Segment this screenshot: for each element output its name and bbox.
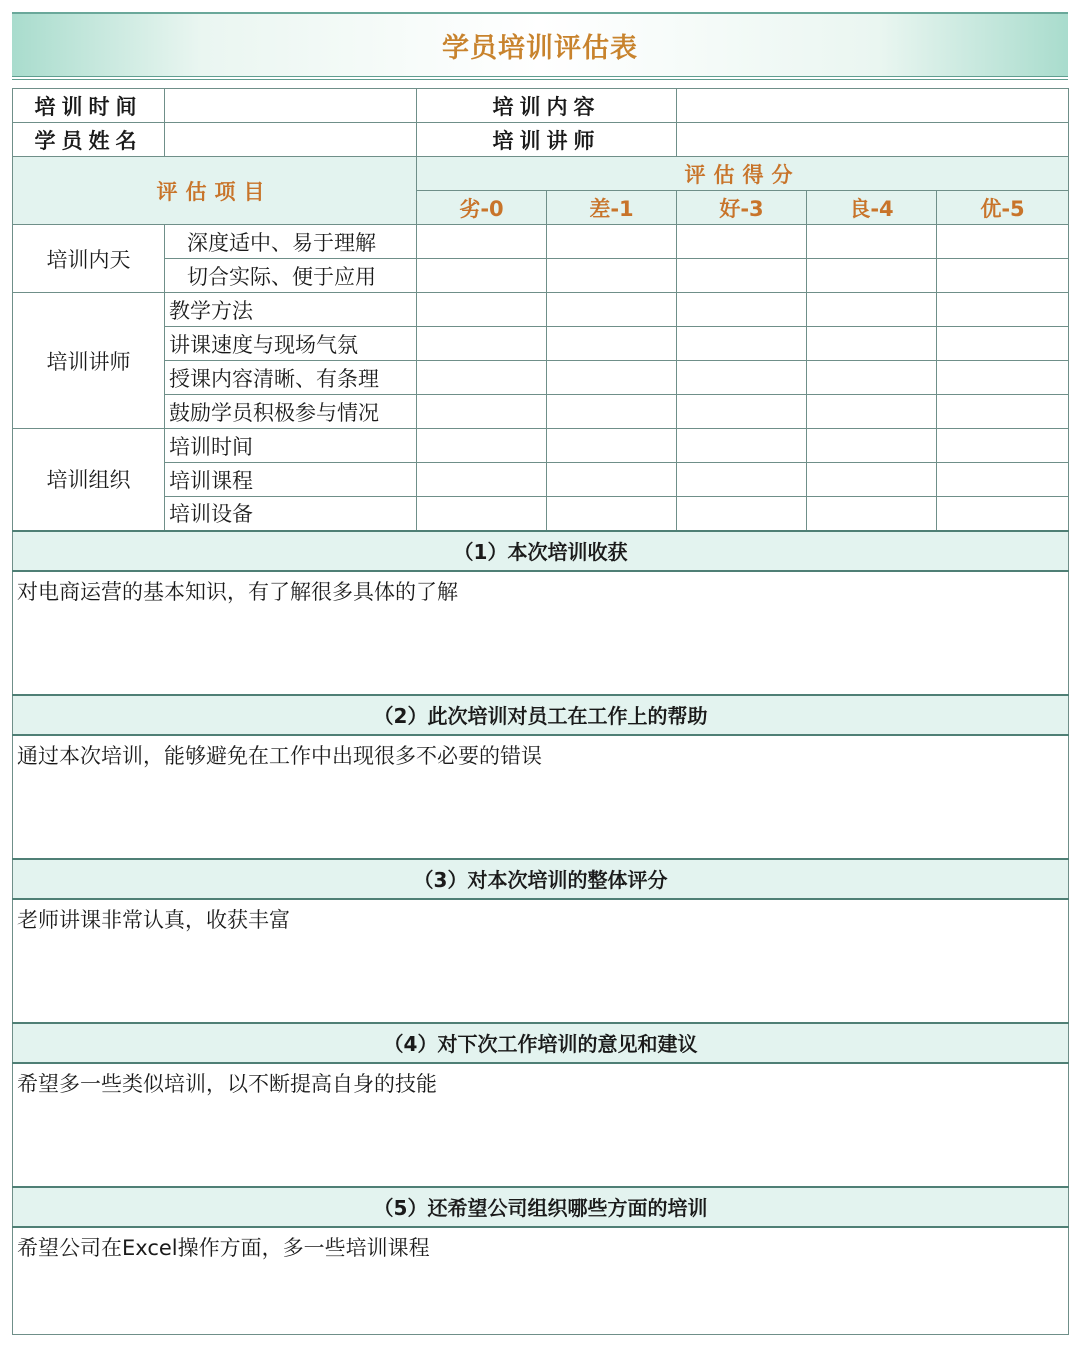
score-cell[interactable] (417, 361, 547, 395)
eval-item: 授课内容清晰、有条理 (165, 361, 417, 395)
score-header-3: 好-3 (677, 191, 807, 225)
eval-item: 讲课速度与现场气氛 (165, 327, 417, 361)
evaluation-table (12, 88, 1069, 1335)
score-cell[interactable] (937, 327, 1069, 361)
score-cell[interactable] (807, 259, 937, 293)
section-answer-5[interactable]: 希望公司在Excel操作方面，多一些培训课程 (13, 1227, 1069, 1335)
section-heading-4: （4）对下次工作培训的意见和建议 (13, 1023, 1069, 1063)
eval-item: 深度适中、易于理解 (165, 225, 417, 259)
score-cell[interactable] (807, 327, 937, 361)
score-cell[interactable] (677, 327, 807, 361)
training-time-value[interactable] (165, 89, 417, 123)
score-cell[interactable] (807, 395, 937, 429)
score-cell[interactable] (937, 463, 1069, 497)
section-heading-2: （2）此次培训对员工在工作上的帮助 (13, 695, 1069, 735)
score-cell[interactable] (417, 327, 547, 361)
section-heading-3: （3）对本次培训的整体评分 (13, 859, 1069, 899)
score-cell[interactable] (807, 361, 937, 395)
score-cell[interactable] (937, 361, 1069, 395)
score-header-0: 劣-0 (417, 191, 547, 225)
training-content-label: 培训内容 (417, 89, 677, 123)
score-cell[interactable] (417, 293, 547, 327)
section-heading-5: （5）还希望公司组织哪些方面的培训 (13, 1187, 1069, 1227)
trainer-value[interactable] (677, 123, 1069, 157)
score-cell[interactable] (547, 361, 677, 395)
eval-item: 切合实际、便于应用 (165, 259, 417, 293)
score-cell[interactable] (547, 327, 677, 361)
eval-item: 教学方法 (165, 293, 417, 327)
score-cell[interactable] (677, 361, 807, 395)
score-header-1: 差-1 (547, 191, 677, 225)
score-cell[interactable] (807, 463, 937, 497)
score-cell[interactable] (547, 293, 677, 327)
score-cell[interactable] (417, 429, 547, 463)
score-cell[interactable] (547, 463, 677, 497)
score-cell[interactable] (417, 259, 547, 293)
score-cell[interactable] (937, 395, 1069, 429)
score-cell[interactable] (807, 293, 937, 327)
form-title: 学员培训评估表 (442, 32, 638, 64)
category-trainer: 培训讲师 (13, 293, 165, 429)
score-cell[interactable] (547, 259, 677, 293)
score-cell[interactable] (547, 429, 677, 463)
score-cell[interactable] (547, 497, 677, 531)
training-content-value[interactable] (677, 89, 1069, 123)
score-cell[interactable] (417, 497, 547, 531)
trainer-label: 培训讲师 (417, 123, 677, 157)
score-cell[interactable] (547, 225, 677, 259)
training-time-label: 培训时间 (13, 89, 165, 123)
score-cell[interactable] (807, 497, 937, 531)
score-cell[interactable] (807, 429, 937, 463)
score-cell[interactable] (677, 293, 807, 327)
eval-item: 鼓励学员积极参与情况 (165, 395, 417, 429)
score-cell[interactable] (417, 225, 547, 259)
category-content: 培训内天 (13, 225, 165, 293)
student-name-label: 学员姓名 (13, 123, 165, 157)
title-divider (12, 76, 1068, 77)
score-cell[interactable] (937, 429, 1069, 463)
section-answer-2[interactable]: 通过本次培训，能够避免在工作中出现很多不必要的错误 (13, 735, 1069, 859)
score-cell[interactable] (677, 429, 807, 463)
eval-item: 培训设备 (165, 497, 417, 531)
category-organization: 培训组织 (13, 429, 165, 531)
title-divider (12, 79, 1068, 80)
eval-item: 培训课程 (165, 463, 417, 497)
section-heading-1: （1）本次培训收获 (13, 531, 1069, 571)
title-band (12, 12, 1068, 76)
evaluation-item-header: 评估项目 (13, 157, 417, 225)
section-answer-3[interactable]: 老师讲课非常认真，收获丰富 (13, 899, 1069, 1023)
score-cell[interactable] (417, 463, 547, 497)
score-cell[interactable] (807, 225, 937, 259)
score-cell[interactable] (547, 395, 677, 429)
evaluation-score-header: 评估得分 (417, 157, 1069, 191)
score-cell[interactable] (417, 395, 547, 429)
section-answer-1[interactable]: 对电商运营的基本知识，有了解很多具体的了解 (13, 571, 1069, 695)
score-cell[interactable] (677, 259, 807, 293)
score-cell[interactable] (677, 497, 807, 531)
score-cell[interactable] (677, 463, 807, 497)
score-cell[interactable] (937, 293, 1069, 327)
section-answer-4[interactable]: 希望多一些类似培训，以不断提高自身的技能 (13, 1063, 1069, 1187)
score-cell[interactable] (937, 225, 1069, 259)
score-cell[interactable] (937, 497, 1069, 531)
eval-item: 培训时间 (165, 429, 417, 463)
student-name-value[interactable] (165, 123, 417, 157)
score-header-5: 优-5 (937, 191, 1069, 225)
score-cell[interactable] (677, 225, 807, 259)
score-header-4: 良-4 (807, 191, 937, 225)
score-cell[interactable] (937, 259, 1069, 293)
score-cell[interactable] (677, 395, 807, 429)
